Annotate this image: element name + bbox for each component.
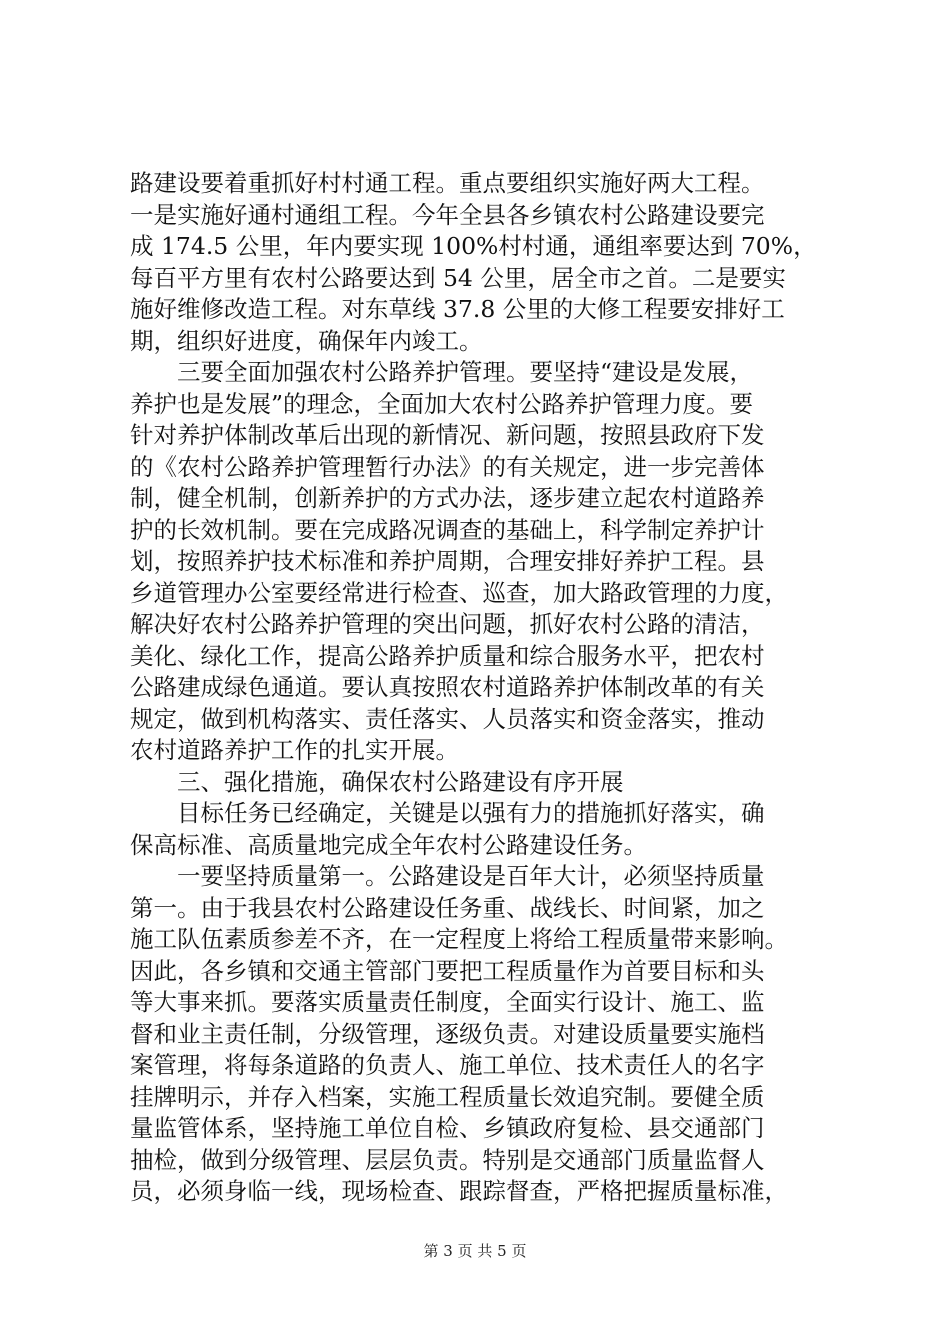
text-line: 一是实施好通村通组工程。今年全县各乡镇农村公路建设要完: [130, 200, 765, 229]
page-footer: 第 3 页 共 5 页: [423, 1242, 527, 1260]
text-line: 施工队伍素质参差不齐，在一定程度上将给工程质量带来影响。: [130, 925, 788, 953]
text-line: 公路建成绿色通道。要认真按照农村道路养护体制改革的有关: [130, 673, 765, 701]
text-line: 护的长效机制。要在完成路况调查的基础上，科学制定养护计: [130, 515, 765, 544]
text-line: 农村道路养护工作的扎实开展。: [130, 736, 459, 764]
text-line: 第一。由于我县农村公路建设任务重、战线长、时间紧，加之: [130, 893, 765, 922]
text-line: 成 174.5 公里，年内要实现 100%村村通，通组率要达到 70%，: [130, 232, 817, 260]
text-line: 等大事来抓。要落实质量责任制度，全面实行设计、施工、监: [130, 988, 765, 1016]
text-line: 挂牌明示，并存入档案，实施工程质量长效追究制。要健全质: [130, 1082, 765, 1111]
text-line: 规定，做到机构落实、责任落实、人员落实和资金落实，推动: [130, 704, 765, 733]
text-line: 美化、绿化工作，提高公路养护质量和综合服务水平，把农村: [130, 641, 765, 670]
text-line: 量监管体系，坚持施工单位自检、乡镇政府复检、县交通部门: [130, 1114, 765, 1142]
text-line: 三要全面加强农村公路养护管理。要坚持“建设是发展，: [130, 358, 754, 386]
text-line: 三、强化措施，确保农村公路建设有序开展: [130, 767, 624, 796]
text-line: 一要坚持质量第一。公路建设是百年大计，必须坚持质量: [130, 862, 765, 890]
text-line: 抽检，做到分级管理、层层负责。特别是交通部门质量监督人: [130, 1145, 765, 1174]
text-line: 的《农村公路养护管理暂行办法》的有关规定，进一步完善体: [130, 452, 765, 481]
text-line: 施好维修改造工程。对东草线 37.8 公里的大修工程要安排好工: [130, 295, 785, 323]
text-line: 案管理，将每条道路的负责人、施工单位、技术责任人的名字: [130, 1051, 765, 1079]
text-line: 每百平方里有农村公路要达到 54 公里，居全市之首。二是要实: [130, 263, 786, 292]
text-line: 乡道管理办公室要经常进行检查、巡查，加大路政管理的力度，: [130, 578, 788, 607]
text-line: 制，健全机制，创新养护的方式办法，逐步建立起农村道路养: [130, 484, 765, 512]
text-line: 针对养护体制改革后出现的新情况、新问题，按照县政府下发: [130, 421, 765, 449]
text-line: 因此，各乡镇和交通主管部门要把工程质量作为首要目标和头: [130, 956, 765, 985]
text-line: 目标任务已经确定，关键是以强有力的措施抓好落实，确: [130, 799, 765, 827]
text-line: 路建设要着重抓好村村通工程。重点要组织实施好两大工程。: [130, 169, 765, 197]
text-line: 督和业主责任制，分级管理，逐级负责。对建设质量要实施档: [130, 1019, 765, 1048]
text-line: 划，按照养护技术标准和养护周期，合理安排好养护工程。县: [130, 547, 765, 575]
text-line: 养护也是发展”的理念，全面加大农村公路养护管理力度。要: [130, 389, 754, 418]
document-body: [130, 168, 830, 1208]
text-line: 保高标准、高质量地完成全年农村公路建设任务。: [130, 830, 647, 859]
text-line: 解决好农村公路养护管理的突出问题，抓好农村公路的清洁，: [130, 610, 765, 638]
text-line: 员，必须身临一线，现场检查、跟踪督查，严格把握质量标准，: [130, 1177, 788, 1205]
text-line: 期，组织好进度，确保年内竣工。: [130, 326, 483, 355]
